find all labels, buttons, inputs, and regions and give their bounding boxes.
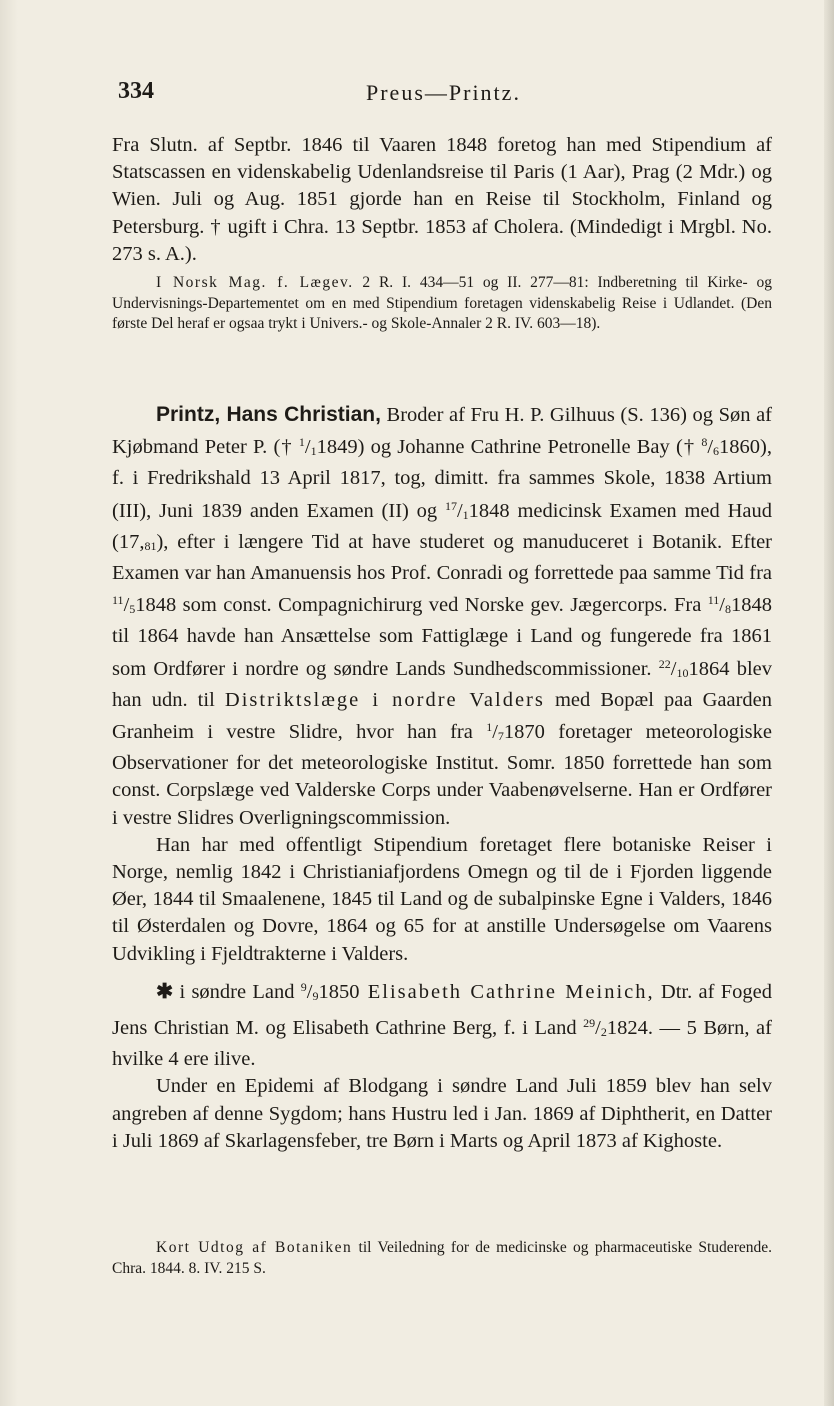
preus-entry-continuation <box>112 132 772 268</box>
printz-bibliography <box>112 1238 772 1279</box>
p1-text-a: Broder af Fru H. P. Gilhuus (S. 136) og Søn af Kjøbmand Peter P. († <box>112 404 772 459</box>
page-edge-shadow <box>824 0 834 1406</box>
date-fraction-9: $^9/_91850$ <box>300 979 360 1003</box>
printz-paragraph-4: Under en Epidemi af Blodgang i søndre Land Juli 1859 blev han selv angreben af denne Sygdom; hans Hustru led i Jan. 1869 af Diphtherit, en Datter i Juli 1869 af Skarlagensfeber, tre Børn i Marts og April 1873 af Kighoste. <box>112 1075 772 1152</box>
p1-text-e: ), efter i længere Tid at have studeret og manuduceret i Botanik. Efter Examen var han Amanuensis hos Prof. Conradi og forrettede paa samme Tid fra <box>112 530 772 585</box>
page-number: 334 <box>118 78 154 104</box>
p3-text-c: . — 5 Børn, af hvilke 4 ere ilive. <box>112 1017 772 1071</box>
p1-text-j: foretager meteorologiske Observationer for det meteorologiske Institut. Somr. 1850 forrettede han som const. Corpslæge ved Valderske Corps under Vaabenøvelserne. Han er Ordfører i vestre Slidres Overligningscommission. <box>112 721 772 829</box>
grade-fraction: 81 <box>144 538 157 553</box>
date-fraction-2: $^8/_61860$ <box>701 435 761 459</box>
printz-paragraph-1 <box>112 401 772 832</box>
page-gutter-shadow <box>0 0 18 1406</box>
page-header <box>118 78 758 112</box>
printz-bibliography-text <box>112 1238 772 1279</box>
preus-bib-rest: 2 R. I. 434—51 og II. 277—81: Indberetning til Kirke- og Undervisnings-Departementet om en med Stipendium foretagen videnskabelig Reise i Udlandet. (Den første Del heraf er ogsaa trykt i Univers.- og Skole-Annaler 2 R. IV. 603—18). <box>112 274 772 332</box>
marriage-star-icon: ✱ <box>156 980 174 1003</box>
p3-text-b: Dtr. af Foged Jens Christian M. og Elisabeth Cathrine Berg, f. i Land <box>112 980 772 1040</box>
p1-text-b: ) og Johanne Cathrine Petronelle Bay († <box>357 436 702 459</box>
p1-text-c: ), f. i Fredrikshald 13 April 1817, tog, dimitt. fra sammes Skole, 1838 Artium (III), Juni 1839 anden Examen (II) og <box>112 436 772 522</box>
preus-bib-lead: I Norsk Mag. f. Lægev. <box>156 274 354 291</box>
date-fraction-5: $^{11}/_51848$ <box>112 593 177 617</box>
date-fraction-7: $^{22}/_{10}1864$ <box>658 656 730 680</box>
district-title: Distriktslæge i nordre Valders <box>224 688 545 711</box>
date-fraction-3: $^{17}/_11848$ <box>444 498 510 522</box>
date-fraction-10: $^{29}/_21824$ <box>583 1016 648 1040</box>
preus-paragraph: Fra Slutn. af Septbr. 1846 til Vaaren 1848 foretog han med Stipendium af Statscassen en videnskabelig Udenlandsreise til Paris (1 Aar), Prag (2 Mdr.) og Wien. Juli og Aug. 1851 gjorde han en Reise til Stockholm, Finland og Petersburg. † ugift i Chra. 13 Septbr. 1853 af Cholera. (Mindedigt i Mrgbl. No. 273 s. A.). <box>112 134 772 265</box>
p1-text-f: som const. Compagnichirurg ved Norske gev. Jægercorps. Fra <box>176 594 708 617</box>
printz-bib-rest: til Veiledning for de medicinske og pharmaceutiske Studerende. Chra. 1844. 8. IV. 215 S. <box>112 1239 772 1277</box>
preus-bibliography <box>112 273 772 335</box>
date-fraction-6: $^{11}/_81848$ <box>707 593 772 617</box>
date-fraction-1: $^1/_11849$ <box>298 435 358 459</box>
date-fraction-8: $^1/_71870$ <box>486 720 545 744</box>
preus-bibliography-text <box>112 273 772 335</box>
p1-text-d: medicinsk Examen med Haud (17, <box>112 499 772 553</box>
p1-text-h: blev han udn. til <box>112 657 772 711</box>
p1-text-g: til 1864 havde han Ansættelse som Fattiglæge i Land og fungerede fra 1861 som Ordfører i nordre og søndre Lands Sundhedscommissioner. <box>112 625 772 680</box>
entry-name: Printz, Hans Christian, <box>156 403 381 426</box>
printz-bib-lead: Kort Udtog af Botaniken <box>156 1239 353 1256</box>
printz-paragraph-2: Han har med offentligt Stipendium foretaget flere botaniske Reiser i Norge, nemlig 1842 i Christianiafjordens Omegn og til de i Fjorden liggende Øer, 1844 til Smaalenene, 1845 til Land og de subalpinske Egne i Valders, 1846 til Østerdalen og Dovre, 1864 og 65 for at anstille Undersøgelse om Vaarens Udvikling i Fjeldtrakterne i Valders. <box>112 833 772 965</box>
spouse-name: Elisabeth Cathrine Meinich, <box>359 980 655 1003</box>
p3-text-a: i søndre Land <box>173 980 301 1003</box>
p1-text-i: med Bopæl paa Gaarden Granheim i vestre Slidre, hvor han fra <box>112 688 772 744</box>
printz-paragraph-3 <box>112 974 772 1074</box>
running-head: Preus—Printz. <box>366 80 521 105</box>
printz-entry <box>112 401 772 1155</box>
